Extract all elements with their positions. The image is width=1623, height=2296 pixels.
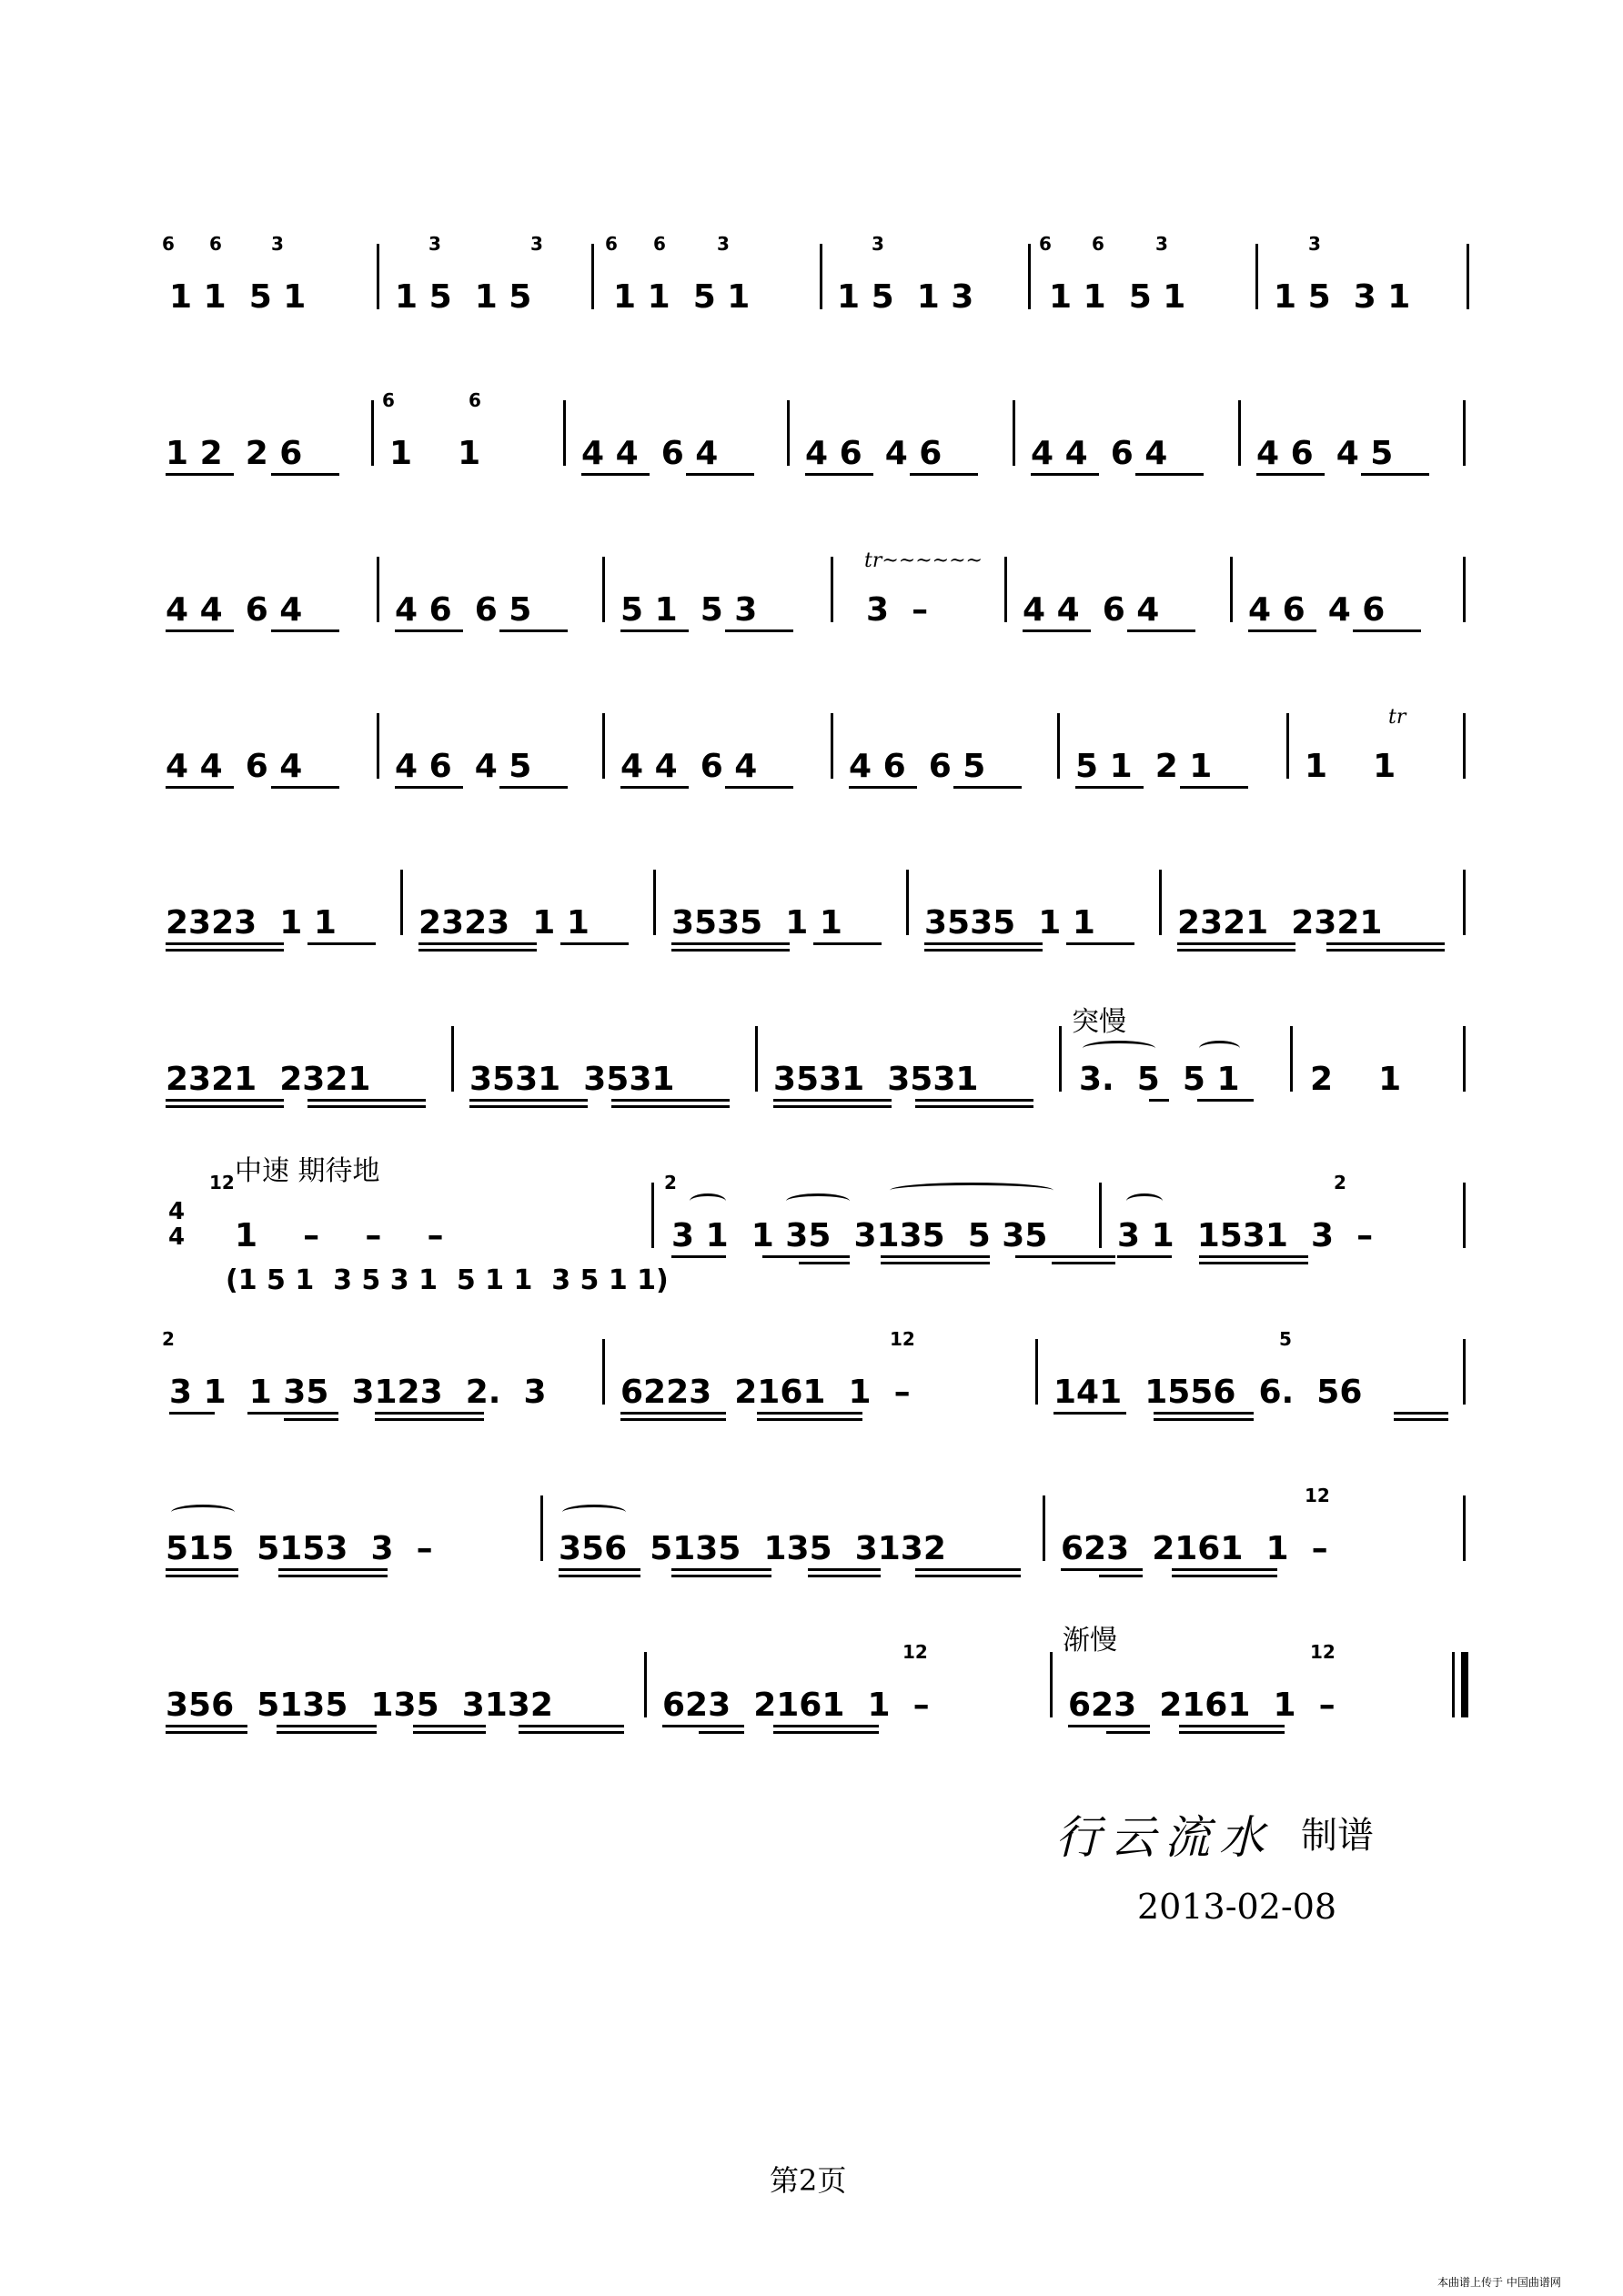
underline bbox=[166, 1731, 247, 1734]
measure: 3 – bbox=[866, 591, 929, 629]
underline bbox=[1256, 473, 1325, 476]
measure: 2323 1 1 bbox=[166, 904, 337, 942]
measure: 3 1 1 35 3135 5 35 bbox=[671, 1217, 1048, 1254]
measure: 2321 2321 bbox=[1177, 904, 1383, 942]
underline bbox=[469, 1105, 588, 1108]
underline bbox=[953, 786, 1022, 789]
underline bbox=[1117, 1255, 1172, 1258]
barline bbox=[644, 1652, 647, 1717]
sub-phrase: (1 5 1 3 5 3 1 5 1 1 3 5 1 1) bbox=[226, 1264, 669, 1296]
underline bbox=[805, 473, 873, 476]
underline bbox=[166, 1575, 238, 1577]
underline bbox=[686, 473, 754, 476]
underline bbox=[757, 1412, 862, 1415]
grace-note: 6 bbox=[1092, 233, 1104, 255]
underline bbox=[1172, 1575, 1277, 1577]
barline bbox=[906, 870, 909, 935]
grace-note: 6 bbox=[653, 233, 666, 255]
grace-note: 3 bbox=[717, 233, 730, 255]
barline bbox=[1028, 244, 1031, 309]
underline bbox=[1127, 629, 1195, 632]
barline bbox=[1286, 713, 1289, 779]
underline bbox=[671, 1255, 726, 1258]
measure: 356 5135 135 3132 bbox=[559, 1530, 946, 1567]
measure: 623 2161 1 – bbox=[1068, 1687, 1336, 1724]
slur bbox=[890, 1183, 1053, 1198]
underline bbox=[924, 949, 1043, 952]
underline bbox=[671, 942, 790, 945]
underline bbox=[1053, 1412, 1126, 1415]
grace-note: 6 bbox=[162, 233, 175, 255]
underline bbox=[813, 942, 882, 945]
grace-note: 3 bbox=[1155, 233, 1168, 255]
underline bbox=[725, 786, 793, 789]
underline bbox=[1326, 949, 1445, 952]
measure: 3535 1 1 bbox=[924, 904, 1095, 942]
underline bbox=[418, 942, 537, 945]
grace-note: 6 bbox=[209, 233, 222, 255]
grace-note: 12 bbox=[1305, 1485, 1330, 1506]
underline bbox=[799, 1262, 850, 1264]
barline bbox=[1463, 1183, 1466, 1248]
underline bbox=[166, 1105, 284, 1108]
barline bbox=[540, 1495, 543, 1561]
barline bbox=[1463, 713, 1466, 779]
underline bbox=[559, 1568, 640, 1571]
underline bbox=[1179, 1731, 1285, 1734]
underline bbox=[1353, 629, 1421, 632]
barline bbox=[1004, 557, 1007, 622]
underline bbox=[915, 1575, 1021, 1577]
slur bbox=[690, 1193, 726, 1209]
measure: 4 4 6 4 bbox=[166, 748, 303, 785]
measure: 4 6 4 5 bbox=[1256, 435, 1394, 472]
underline bbox=[166, 1568, 238, 1571]
underline bbox=[307, 1099, 426, 1102]
underline bbox=[581, 473, 650, 476]
underline bbox=[395, 629, 463, 632]
underline bbox=[773, 1731, 879, 1734]
underline bbox=[307, 1105, 426, 1108]
underline bbox=[881, 1255, 990, 1258]
underline bbox=[620, 629, 689, 632]
underline bbox=[773, 1725, 879, 1727]
tempo-mark: 渐慢 bbox=[1063, 1625, 1117, 1657]
measure: 1 1 bbox=[389, 435, 481, 472]
underline bbox=[395, 786, 463, 789]
barline bbox=[451, 1026, 454, 1092]
underline bbox=[757, 1418, 862, 1421]
underline bbox=[1180, 786, 1248, 789]
underline bbox=[418, 949, 537, 952]
barline bbox=[371, 400, 374, 466]
trill-mark: tr~~~~~~ bbox=[864, 549, 983, 572]
measure: 3 1 1 35 3123 2. 3 bbox=[169, 1374, 547, 1411]
measure: 5 1 2 1 bbox=[1075, 748, 1213, 785]
barline bbox=[602, 713, 605, 779]
underline bbox=[1199, 1255, 1308, 1258]
underline bbox=[1061, 1568, 1143, 1571]
barline bbox=[1463, 1026, 1466, 1092]
barline bbox=[787, 400, 790, 466]
measure: 356 5135 135 3132 bbox=[166, 1687, 553, 1724]
underline bbox=[1023, 629, 1091, 632]
underline bbox=[699, 1731, 744, 1734]
underline bbox=[762, 1255, 850, 1258]
underline bbox=[773, 1099, 892, 1102]
measure: 1 1 bbox=[1305, 748, 1396, 785]
underline bbox=[1248, 629, 1316, 632]
barline bbox=[1057, 713, 1060, 779]
grace-note: 12 bbox=[1310, 1641, 1336, 1663]
underline bbox=[278, 1568, 388, 1571]
barline bbox=[1013, 400, 1015, 466]
underline bbox=[519, 1731, 624, 1734]
barline bbox=[1050, 1652, 1053, 1717]
barline bbox=[1290, 1026, 1293, 1092]
measure: 141 1556 6. 56 bbox=[1053, 1374, 1363, 1411]
grace-note: 12 bbox=[209, 1172, 235, 1193]
underline bbox=[166, 1099, 284, 1102]
final-barline-thick bbox=[1461, 1652, 1468, 1717]
measure: 4 6 4 5 bbox=[395, 748, 532, 785]
underline bbox=[413, 1731, 486, 1734]
underline bbox=[559, 1575, 640, 1577]
grace-note: 6 bbox=[1039, 233, 1052, 255]
measure: 1 1 5 1 bbox=[613, 278, 751, 316]
measure: 1 5 1 5 bbox=[395, 278, 532, 316]
underline bbox=[1197, 1099, 1254, 1102]
barline bbox=[400, 870, 403, 935]
tempo-mark: 突慢 bbox=[1072, 1006, 1126, 1038]
underline bbox=[1177, 942, 1295, 945]
grace-note: 6 bbox=[469, 389, 481, 411]
underline bbox=[166, 949, 284, 952]
underline bbox=[1106, 1731, 1150, 1734]
barline bbox=[1035, 1339, 1038, 1405]
date: 2013-02-08 bbox=[1137, 1887, 1337, 1927]
underline bbox=[1394, 1412, 1448, 1415]
grace-note: 3 bbox=[872, 233, 884, 255]
underline bbox=[247, 1412, 338, 1415]
measure: 4 4 6 4 bbox=[1023, 591, 1160, 629]
barline bbox=[831, 557, 833, 622]
slur bbox=[1083, 1041, 1155, 1056]
measure: 4 4 6 4 bbox=[620, 748, 758, 785]
measure: 5 1 5 3 bbox=[620, 591, 758, 629]
measure: 2 1 bbox=[1310, 1061, 1402, 1098]
measure: 6223 2161 1 – bbox=[620, 1374, 911, 1411]
underline bbox=[1177, 949, 1295, 952]
underline bbox=[375, 1412, 484, 1415]
underline bbox=[1154, 1412, 1254, 1415]
measure: 1 1 5 1 bbox=[1049, 278, 1186, 316]
measure: 1 5 1 3 bbox=[837, 278, 974, 316]
underline bbox=[271, 786, 339, 789]
underline bbox=[166, 942, 284, 945]
barline bbox=[1099, 1183, 1102, 1248]
underline bbox=[375, 1418, 484, 1421]
barline bbox=[1463, 400, 1466, 466]
barline bbox=[1463, 557, 1466, 622]
underline bbox=[499, 786, 568, 789]
underline bbox=[881, 1262, 990, 1264]
underline bbox=[924, 942, 1043, 945]
measure: 3. 5 5 1 bbox=[1079, 1061, 1240, 1098]
measure: 3535 1 1 bbox=[671, 904, 842, 942]
underline bbox=[271, 629, 339, 632]
measure: 1 2 2 6 bbox=[166, 435, 303, 472]
barline bbox=[1463, 1495, 1466, 1561]
barline bbox=[1159, 870, 1162, 935]
barline bbox=[651, 1183, 654, 1248]
author-suffix: 制谱 bbox=[1301, 1815, 1374, 1857]
underline bbox=[1361, 473, 1429, 476]
measure: 3 1 1531 3 – bbox=[1117, 1217, 1374, 1254]
underline bbox=[166, 1725, 247, 1727]
underline bbox=[1394, 1418, 1448, 1421]
underline bbox=[662, 1725, 744, 1727]
trill-mark: tr bbox=[1388, 706, 1406, 729]
underline bbox=[469, 1099, 588, 1102]
underline bbox=[1199, 1262, 1308, 1264]
grace-note: 2 bbox=[162, 1328, 175, 1350]
underline bbox=[1075, 786, 1144, 789]
underline bbox=[1326, 942, 1445, 945]
underline bbox=[671, 949, 790, 952]
measure: 4 6 6 5 bbox=[849, 748, 986, 785]
grace-note: 3 bbox=[271, 233, 284, 255]
slur bbox=[171, 1505, 235, 1520]
underline bbox=[620, 1418, 726, 1421]
barline bbox=[1463, 870, 1466, 935]
barline bbox=[1230, 557, 1233, 622]
barline bbox=[591, 244, 594, 309]
measure: 3531 3531 bbox=[469, 1061, 675, 1098]
measure: 623 2161 1 – bbox=[662, 1687, 930, 1724]
underline bbox=[307, 942, 376, 945]
page-number: 第2页 bbox=[770, 2163, 847, 2198]
grace-note: 6 bbox=[382, 389, 395, 411]
underline bbox=[915, 1105, 1033, 1108]
grace-note: 6 bbox=[605, 233, 618, 255]
underline bbox=[1068, 1725, 1150, 1727]
underline bbox=[773, 1105, 892, 1108]
underline bbox=[1015, 1255, 1115, 1258]
underline bbox=[413, 1725, 486, 1727]
measure: 3531 3531 bbox=[773, 1061, 979, 1098]
underline bbox=[671, 1568, 771, 1571]
measure: 2321 2321 bbox=[166, 1061, 371, 1098]
underline bbox=[611, 1099, 730, 1102]
slur bbox=[562, 1505, 626, 1520]
underline bbox=[910, 473, 978, 476]
underline bbox=[849, 786, 917, 789]
underline bbox=[808, 1568, 881, 1571]
grace-note: 3 bbox=[1308, 233, 1321, 255]
underline bbox=[1066, 942, 1134, 945]
barline bbox=[831, 713, 833, 779]
underline bbox=[284, 1418, 338, 1421]
barline bbox=[1059, 1026, 1062, 1092]
author-name: 行云流水 bbox=[1055, 1811, 1274, 1864]
underline bbox=[499, 629, 568, 632]
time-signature: 4 4 bbox=[167, 1198, 186, 1251]
barline bbox=[1238, 400, 1241, 466]
slur bbox=[786, 1193, 850, 1209]
measure: 4 6 4 6 bbox=[805, 435, 943, 472]
underline bbox=[1052, 1262, 1115, 1264]
measure: 1 5 3 1 bbox=[1274, 278, 1411, 316]
underline bbox=[169, 1412, 215, 1415]
underline bbox=[620, 786, 689, 789]
grace-note: 12 bbox=[902, 1641, 928, 1663]
underline bbox=[915, 1568, 1021, 1571]
underline bbox=[166, 473, 234, 476]
underline bbox=[671, 1575, 771, 1577]
underline bbox=[277, 1725, 377, 1727]
barline bbox=[653, 870, 656, 935]
underline bbox=[1031, 473, 1099, 476]
underline bbox=[725, 629, 793, 632]
measure: 1 – – – bbox=[235, 1217, 444, 1254]
underline bbox=[915, 1099, 1033, 1102]
barline bbox=[377, 713, 379, 779]
grace-note: 2 bbox=[664, 1172, 677, 1193]
slur bbox=[1126, 1193, 1163, 1209]
barline bbox=[1043, 1495, 1045, 1561]
barline bbox=[602, 1339, 605, 1405]
measure: 515 5153 3 – bbox=[166, 1530, 433, 1567]
grace-note: 5 bbox=[1279, 1328, 1292, 1350]
underline bbox=[278, 1575, 388, 1577]
barline bbox=[755, 1026, 758, 1092]
underline bbox=[1179, 1725, 1285, 1727]
barline bbox=[563, 400, 566, 466]
underline bbox=[271, 473, 339, 476]
final-barline-thin bbox=[1452, 1652, 1455, 1717]
tempo-mark: 中速 期待地 bbox=[235, 1155, 380, 1187]
underline bbox=[166, 629, 234, 632]
underline bbox=[560, 942, 629, 945]
grace-note: 3 bbox=[428, 233, 441, 255]
grace-note: 3 bbox=[530, 233, 543, 255]
measure: 1 1 5 1 bbox=[169, 278, 307, 316]
underline bbox=[620, 1412, 726, 1415]
barline bbox=[1255, 244, 1258, 309]
grace-note: 12 bbox=[890, 1328, 915, 1350]
measure: 4 4 6 4 bbox=[581, 435, 719, 472]
measure: 4 6 4 6 bbox=[1248, 591, 1386, 629]
measure: 4 4 6 4 bbox=[166, 591, 303, 629]
barline bbox=[1463, 1339, 1466, 1405]
grace-note: 2 bbox=[1334, 1172, 1346, 1193]
underline bbox=[1154, 1418, 1254, 1421]
measure: 623 2161 1 – bbox=[1061, 1530, 1328, 1567]
underline bbox=[611, 1105, 730, 1108]
underline bbox=[277, 1731, 377, 1734]
barline bbox=[377, 244, 379, 309]
underline bbox=[1172, 1568, 1277, 1571]
measure: 4 4 6 4 bbox=[1031, 435, 1168, 472]
barline bbox=[377, 557, 379, 622]
underline bbox=[519, 1725, 624, 1727]
barline bbox=[1467, 244, 1469, 309]
slur bbox=[1199, 1041, 1240, 1056]
watermark: 本曲谱上传于 中国曲谱网 bbox=[1437, 2276, 1561, 2289]
underline bbox=[1149, 1099, 1169, 1102]
barline bbox=[602, 557, 605, 622]
underline bbox=[166, 786, 234, 789]
underline bbox=[1135, 473, 1204, 476]
measure: 2323 1 1 bbox=[418, 904, 590, 942]
underline bbox=[808, 1575, 881, 1577]
barline bbox=[820, 244, 822, 309]
measure: 4 6 6 5 bbox=[395, 591, 532, 629]
underline bbox=[1099, 1575, 1143, 1577]
